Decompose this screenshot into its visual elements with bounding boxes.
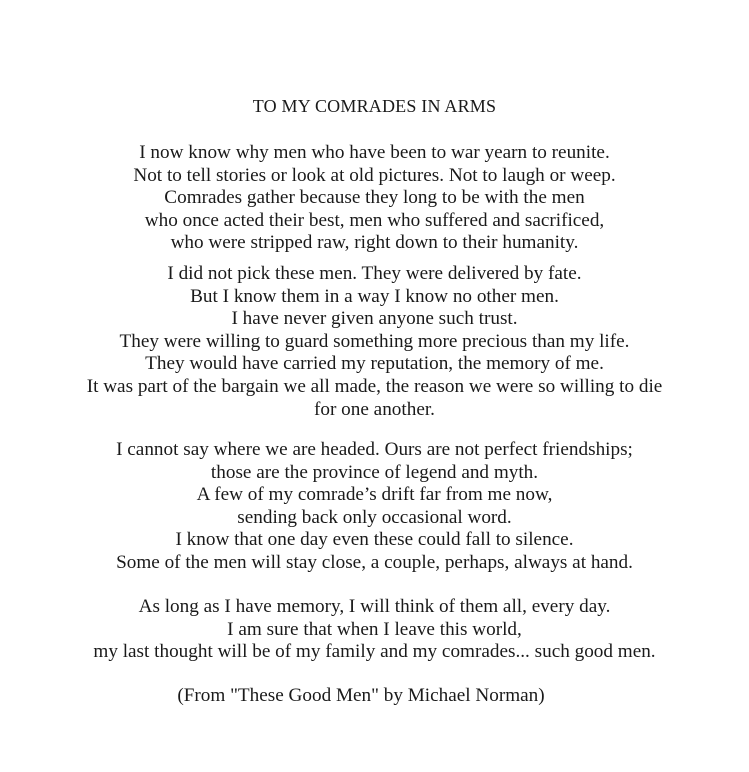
poem-title: TO MY COMRADES IN ARMS [252, 96, 497, 116]
poem-line: I did not pick these men. They were delivered by fate. [167, 263, 582, 284]
stanza-2 [0, 263, 749, 421]
stanza-4 [0, 596, 749, 664]
poem-line: Not to tell stories or look at old pictures. Not to laugh or weep. [133, 164, 616, 186]
poem-line: sending back only occasional word. [237, 506, 512, 528]
poem-line: I am sure that when I leave this world, [227, 618, 522, 640]
poem-line: I now know why men who have been to war yearn to reunite. [139, 142, 610, 163]
poem-line: They were willing to guard something more precious than my life. [119, 330, 630, 352]
poem-line: It was part of the bargain we all made, the reason we were so willing to die [86, 375, 663, 397]
poem-line: I have never given anyone such trust. [231, 308, 518, 330]
attribution: (From "These Good Men" by Michael Norman) [177, 685, 545, 706]
poem-line: As long as I have memory, I will think of them all, every day. [138, 596, 611, 617]
poem-line: A few of my comrade’s drift far from me now, [196, 484, 553, 506]
poem-line: But I know them in a way I know no other men. [190, 285, 559, 307]
stanza-3 [0, 439, 749, 575]
poem-line: I cannot say where we are headed. Ours are not perfect friendships; [116, 439, 633, 460]
poem-line: Some of the men will stay close, a couple, perhaps, always at hand. [116, 551, 633, 573]
poem-line: for one another. [314, 398, 435, 420]
poem-line: those are the province of legend and myth. [210, 461, 539, 483]
poem-line: They would have carried my reputation, the memory of me. [145, 353, 604, 375]
poem-line: who were stripped raw, right down to their humanity. [170, 232, 579, 254]
poem-line: my last thought will be of my family and my comrades... such good men. [93, 641, 656, 663]
stanza-1 [0, 142, 749, 255]
poem-line: I know that one day even these could fall to silence. [175, 529, 574, 551]
poem-line: who once acted their best, men who suffered and sacrificed, [144, 209, 605, 231]
poem-line: Comrades gather because they long to be with the men [164, 187, 585, 209]
